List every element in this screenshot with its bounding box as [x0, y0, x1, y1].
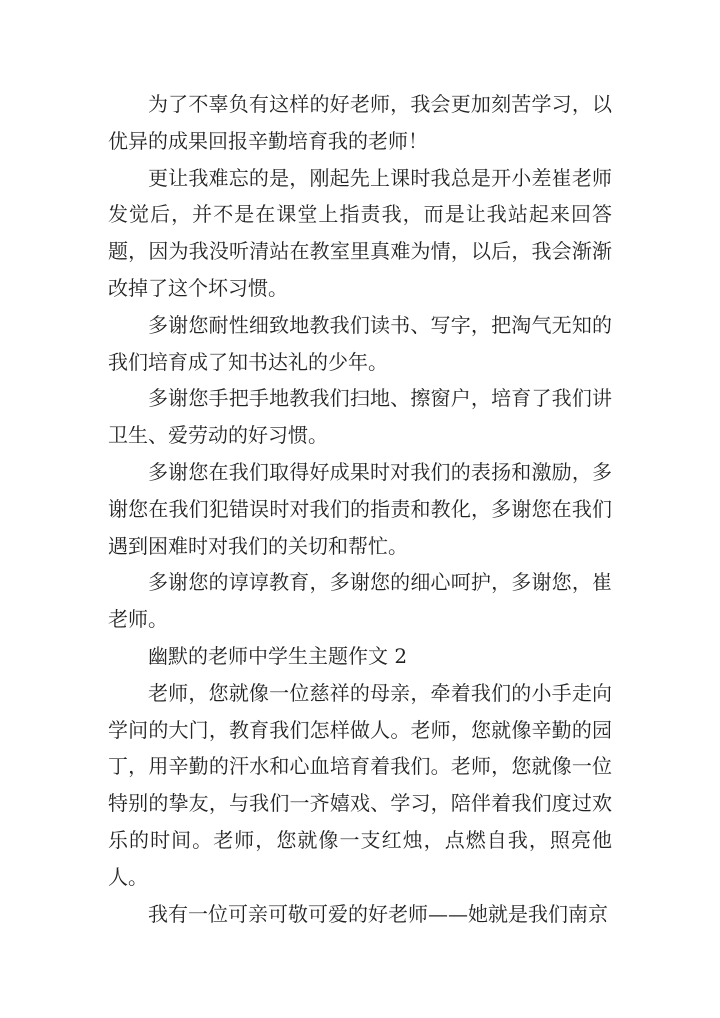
paragraph-teacher-metaphors: 老师，您就像一位慈祥的母亲，牵着我们的小手走向学问的大门，教育我们怎样做人。老师，您就像辛勤的园丁，用辛勤的汗水和心血培育着我们。老师，您就像一位特别的挚友，与我们一齐嬉戏、学习，陪伴着我们度过欢乐的时间。老师，您就像一支红烛，点燃自我，照亮他人。	[108, 680, 612, 889]
paragraph-memorable-lesson: 更让我难忘的是，刚起先上课时我总是开小差崔老师发觉后，并不是在课堂上指责我，而是让我站起来回答题，因为我没听清站在教室里真难为情，以后，我会渐渐改掉了这个坏习惯。	[108, 165, 612, 300]
paragraph-resolve-to-study: 为了不辜负有这样的好老师，我会更加刻苦学习，以优异的成果回报辛勤培育我的老师！	[108, 92, 612, 153]
document-page	[108, 86, 612, 932]
paragraph-thanks-praise-guidance: 多谢您在我们取得好成果时对我们的表扬和激励，多谢您在我们犯错误时对我们的指责和教化，多谢您在我们遇到困难时对我们的关切和帮忙。	[108, 459, 612, 558]
paragraph-thanks-reading-writing: 多谢您耐性细致地教我们读书、写字，把淘气无知的我们培育成了知书达礼的少年。	[108, 312, 612, 374]
paragraph-thanks-cleaning: 多谢您手把手地教我们扫地、擦窗户，培育了我们讲卫生、爱劳动的好习惯。	[108, 386, 612, 448]
section-heading: 幽默的老师中学生主题作文 2	[148, 643, 408, 668]
paragraph-introduction-teacher: 我有一位可亲可敬可爱的好老师——她就是我们南京	[148, 901, 608, 926]
paragraph-thanks-teacher-cui: 多谢您的谆谆教育，多谢您的细心呵护，多谢您，崔老师。	[108, 570, 612, 632]
